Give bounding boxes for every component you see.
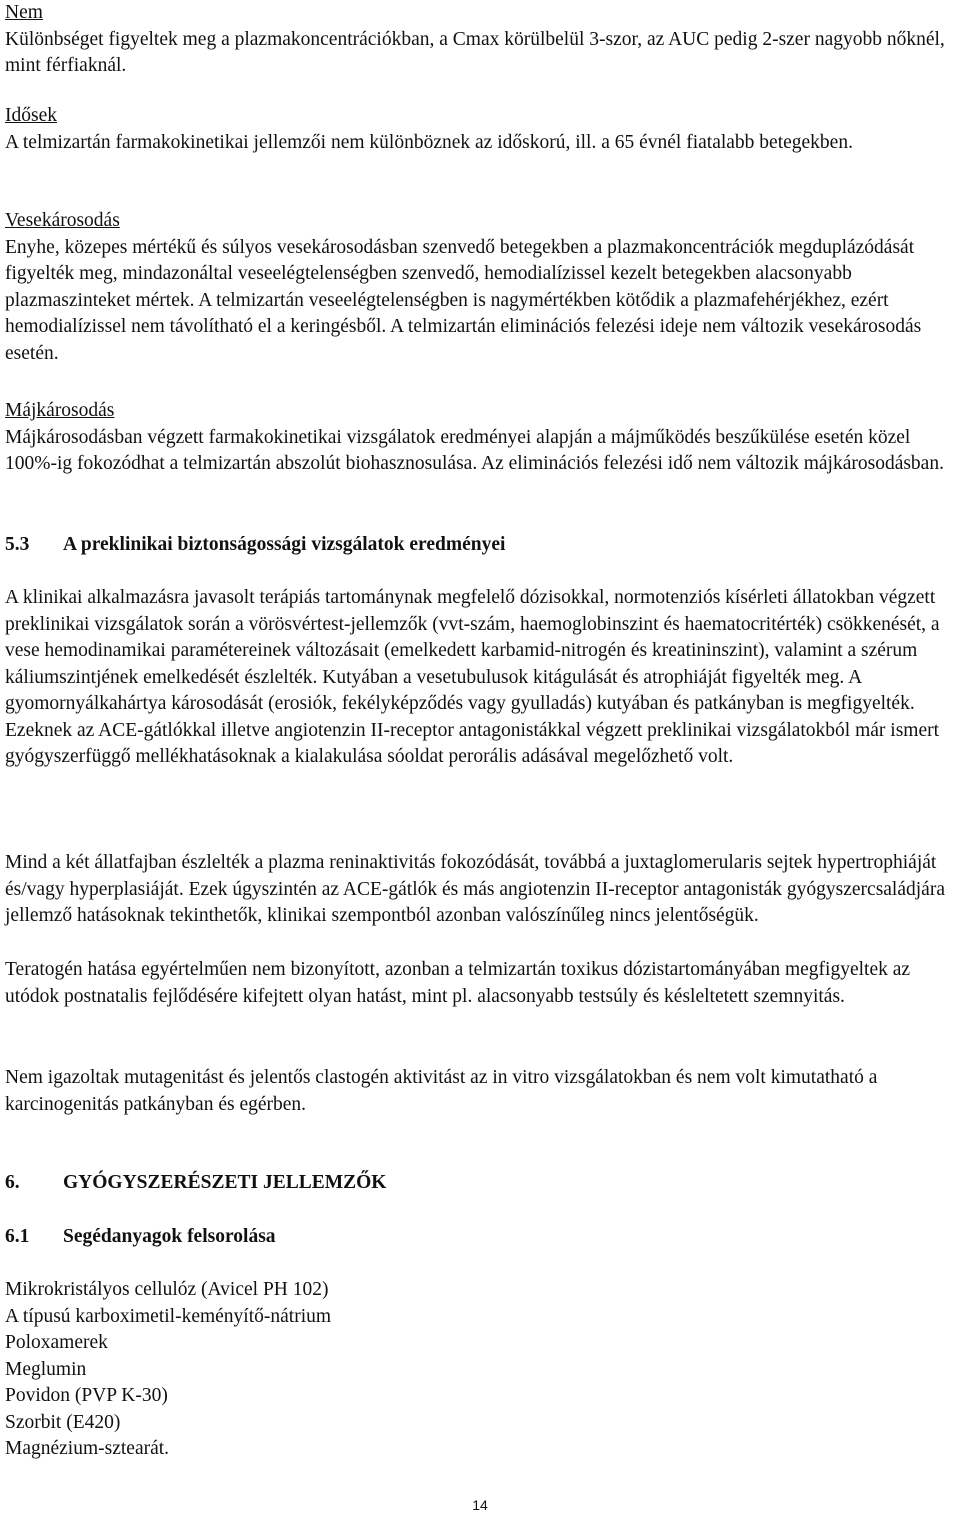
paragraph-5-3-2: Mind a két állatfajban észlelték a plazma reninaktivitás fokozódását, továbbá a juxtaglomerularis sejtek hypertrophiáját és/vagy hyperplasiáját. Ezek úgyszintén az ACE-gátlók és más angiotenzin II-receptor antagonisták gyógyszercsaládjára jellemző hatásoknak tekinthetők, klinikai szempontból azonban valószínűleg nincs jelentőségük. [5, 852, 945, 926]
paragraph-nem: Különbséget figyeltek meg a plazmakoncentrációkban, a Cmax körülbelül 3-szor, az AUC pedig 2-szer nagyobb nőknél, mint férfiaknál. [5, 28, 945, 76]
heading-vesekarosodas: Vesekárosodás [5, 210, 120, 231]
excipient-item: Mikrokristályos cellulóz (Avicel PH 102) [5, 1279, 329, 1300]
section-nem [5, 0, 955, 80]
paragraph-idosek: A telmizartán farmakokinetikai jellemzői nem különböznek az időskorú, ill. a 65 évnél fiatalabb betegekben. [5, 131, 853, 153]
section-idosek [5, 103, 955, 156]
section-6-1-number: 6.1 [5, 1226, 30, 1247]
excipient-item: Magnézium-sztearát. [5, 1438, 170, 1459]
section-6-number: 6. [5, 1172, 20, 1193]
excipient-item: A típusú karboximetil-keményítő-nátrium [5, 1305, 332, 1327]
section-6-1-heading [5, 1224, 955, 1251]
paragraph-5-3-3: Teratogén hatása egyértelműen nem bizonyított, azonban a telmizartán toxikus dózistartományában megfigyeltek az utódok postnatalis fejlődésére kifejtett olyan hatást, mint pl. alacsonyabb testsúly és késleltetett szemnyitás. [5, 959, 911, 1007]
excipient-item: Meglumin [5, 1358, 87, 1380]
paragraph-majkarosodas: Májkárosodásban végzett farmakokinetikai vizsgálatok eredményei alapján a májműködés beszűkülése esetén közel 100%-ig fokozódhat a telmizartán abszolút biohasznosulása. Az eliminációs felezési idő nem változik májkárosodásban. [5, 426, 944, 474]
section-5-3-title: A preklinikai biztonságossági vizsgálatok eredményei [63, 534, 506, 555]
paragraph-vesekarosodas: Enyhe, közepes mértékű és súlyos vesekárosodásban szenvedő betegekben a plazmakoncentrációk megduplázódását figyelték meg, mindazonáltal veseelégtelenségben szenvedő, hemodialízissel kezelt betegekben alacsonyabb plazmaszinteket mértek. A telmizartán veseelégtelenségben is nagymértékben kötődik a plazmafehérjékhez, ezért hemodialízissel nem távolítható el a keringésből. A telmizartán eliminációs felezési ideje nem változik vesekárosodás esetén. [5, 236, 922, 364]
excipient-item: Povidon (PVP K-30) [5, 1385, 168, 1406]
excipient-item: Szorbit (E420) [5, 1411, 121, 1433]
excipient-list [5, 1277, 955, 1463]
heading-nem: Nem [5, 2, 43, 23]
section-vesekarosodas [5, 208, 955, 367]
section-6-1-title: Segédanyagok felsorolása [63, 1226, 276, 1247]
page-number: 14 [472, 1497, 488, 1513]
section-5-3-heading [5, 532, 955, 559]
section-5-3-number: 5.3 [5, 534, 30, 555]
paragraph-5-3-1: A klinikai alkalmazásra javasolt terápiás tartománynak megfelelő dózisokkal, normotenziós kísérleti állatokban végzett preklinikai vizsgálatok során a vörösvértest-jellemzők (vvt-szám, haemoglobinszint és haematocritérték) csökkenését, a vese hemodinamikai paramétereinek változásait (emelkedett karbamid-nitrogén és kreatininszint), valamint a szérum káliumszintjének emelkedését észlelték. Kutyában a vesetubulusok kitágulását és atrophiáját figyelték meg. A gyomornyálkahártya károsodását (erosiók, fekélyképződés vagy gyulladás) kutyában és patkányban is megfigyelték. Ezeknek az ACE-gátlókkal illetve angiotenzin II-receptor antagonistákkal végzett preklinikai vizsgálatokból már ismert gyógyszerfüggő mellékhatásoknak a kialakulása sóoldat perorális adásával megelőzhető volt. [5, 587, 940, 767]
section-majkarosodas [5, 398, 955, 478]
section-6-heading [5, 1170, 955, 1197]
paragraph-5-3-4: Nem igazoltak mutagenitást és jelentős clastogén aktivitást az in vitro vizsgálatokban és nem volt kimutatható a karcinogenitás patkányban és egérben. [5, 1067, 878, 1115]
heading-idosek: Idősek [5, 105, 57, 126]
section-6-title: GYÓGYSZERÉSZETI JELLEMZŐK [63, 1172, 387, 1193]
excipient-item: Poloxamerek [5, 1332, 108, 1353]
heading-majkarosodas: Májkárosodás [5, 400, 115, 421]
